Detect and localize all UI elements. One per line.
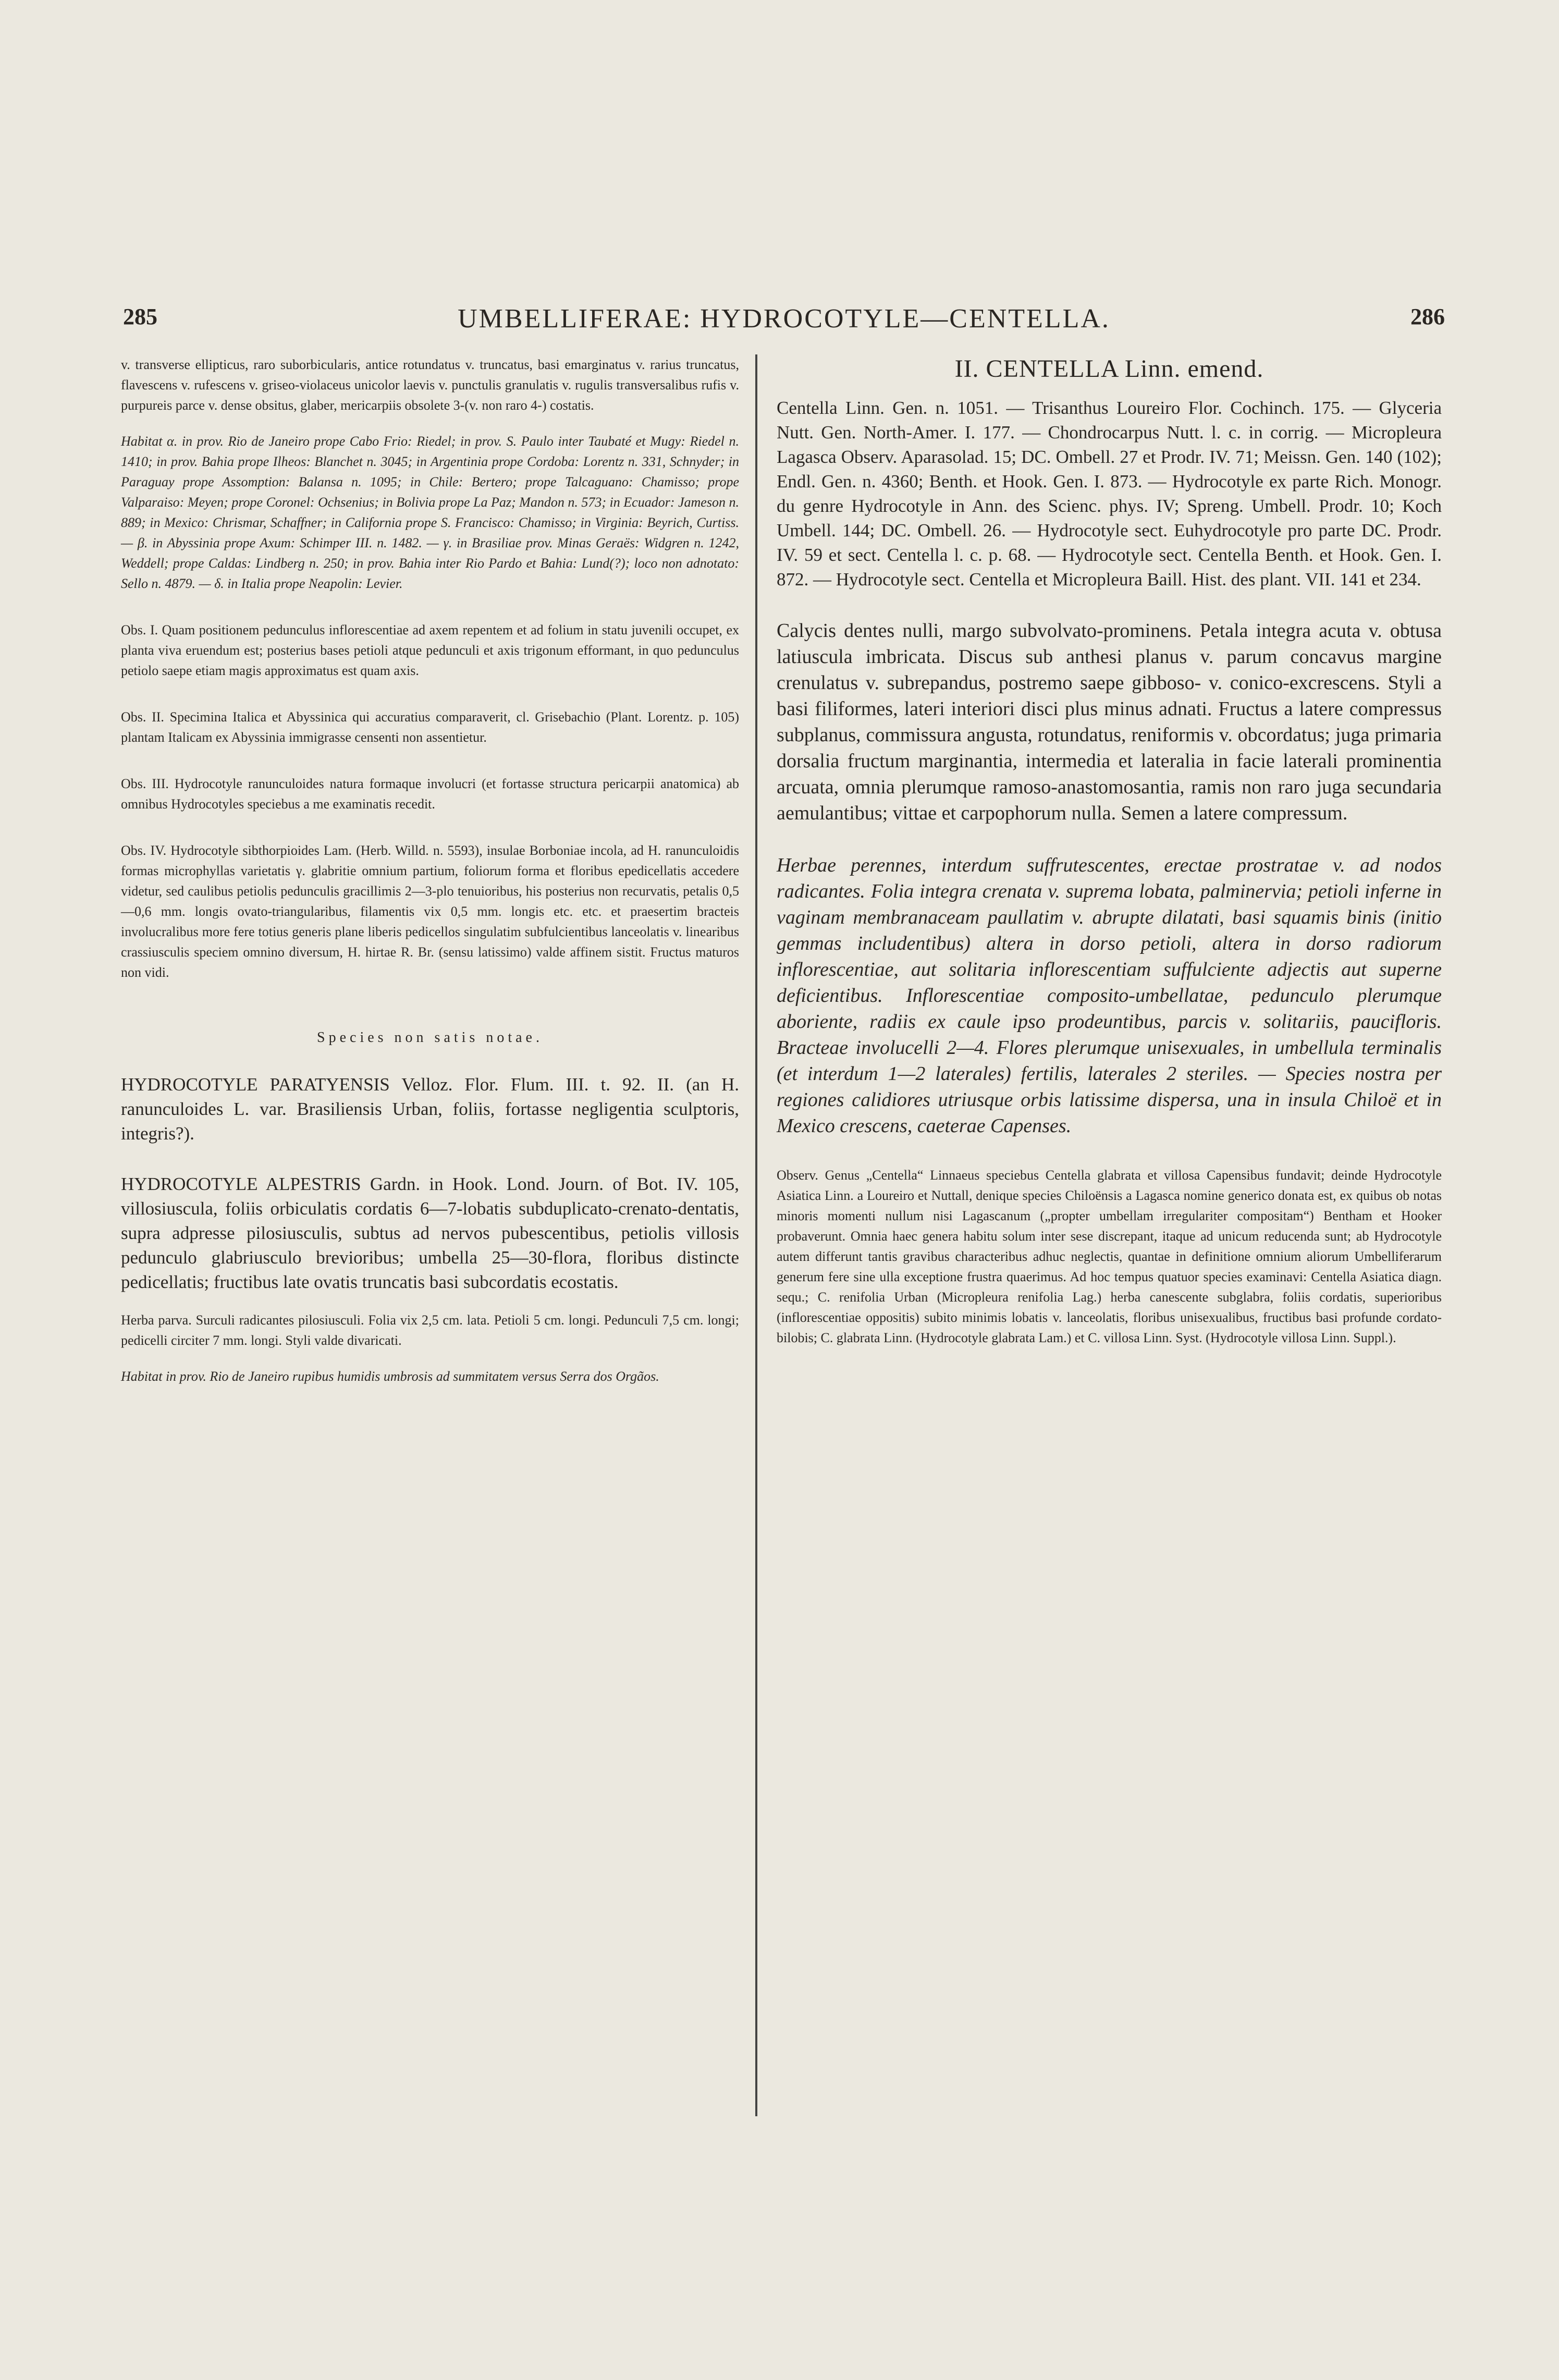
observation-3: Obs. III. Hydrocotyle ranunculoides natura formaque involucri (et fortasse structura pericarpii anatomica) ab omnibus Hydrocotyles speciebus a me examinatis recedit. [121, 776, 739, 812]
herbae-description: Herbae perennes, interdum suffrutescentes, erectae prostratae v. ad nodos radicantes. Folia integra crenata v. suprema lobata, palminervia; petioli inferne in vaginam membranaceam paullatim v. abrupte dilatati, basi squamis binis (initio gemmas includentibus) altera in dorso petioli, altera in dorso radiorum inflorescentiae, aut solitaria inflorescentiam suffulciente adjectis aut superne deficientibus. Inflorescentiae composito-umbellatae, pedunculo plerumque aboriente, radiis ex caule ipso prodeuntibus, parcis v. solitariis, paucifloris. Bracteae involucelli 2—4. Flores plerumque unisexuales, in umbellula terminalis (et interdum 1—2 laterales) fertilis, laterales 2 steriles. — Species nostra per regiones calidiores utriusque orbis latissime dispersa, una in insula Chiloë et in Mexico crescens, caeterae Capenses. [777, 854, 1442, 1137]
observation-note: Observ. Genus „Centella“ Linnaeus speciebus Centella glabrata et villosa Capensibus fundavit; deinde Hydrocotyle Asiatica Linn. a Loureiro et Nuttall, denique species Chiloënsis a Lagasca nomine generico donata est, ex quibus ob notas minoris momenti nullum nisi Lagascanum („propter umbellam irregulariter compositam“) Bentham et Hooker probaverunt. Omnia haec genera habitu solum inter sese discrepant, itaque ad unicum reducenda sunt; ab Hydrocotyle autem differunt tantis gravibus characteribus adhuc neglectis, quantae in definitione omnium aliorum Umbelliferarum generum fere sine ulla exceptione frustra quaerimus. Ad hoc tempus quatuor species examinavi: Centella Asiatica diagn. sequ.; C. renifolia Urban (Micropleura renifolia Lag.) herba canescente subglabra, foliis cordatis, superioribus (inflorescentiae oppositis) subito minimis lobatis v. lanceolatis, floribus unisexualibus, fructibus basi profunde cordato-bilobis; C. glabrata Linn. (Hydrocotyle glabrata Lam.) et C. villosa Linn. Syst. (Hydrocotyle villosa Linn. Suppl.). [777, 1168, 1442, 1345]
observation-4: Obs. IV. Hydrocotyle sibthorpioides Lam. (Herb. Willd. n. 5593), insulae Borboniae incola, ad H. ranunculoidis formas microphyllas varietatis γ. glabritie omnium partium, foliorum forma et floribus epedicellatis accedere videtur, sed caulibus petiolis pedunculis gracillimis 2—3-plo tenuioribus, his posterius non recurvatis, petalis 0,5—0,6 mm. longis ovato-triangularibus, filamentis vix 0,5 mm. longis etc. etc. et praesertim bracteis involucralibus more fere totius generis plane liberis pedicellos singulatim subfulcientibus lanceolatis v. linearibus crassiusculis speciem omnino diversum, H. hirtae R. Br. (sensu latissimo) valde affinem sistit. Fructus maturos non vidi. [121, 843, 739, 980]
observation-2: Obs. II. Specimina Italica et Abyssinica qui accuratius comparaverit, cl. Grisebachio (Plant. Lorentz. p. 105) plantam Italicam ex Abyssinia immigrasse censenti non assentietur. [121, 709, 739, 745]
running-header [123, 303, 1445, 341]
species-alpestris: HYDROCOTYLE ALPESTRIS Gardn. in Hook. Lond. Journ. of Bot. IV. 105, villosiuscula, foliis orbiculatis cordatis 6—7-lobatis subduplicato-crenato-dentatis, supra adpresse pilosiusculis, subtus ad nervos pubescentibus, petiolis villosis pedunculo glabriusculo brevioribus; umbella 25—30-flora, floribus distincte pedicellatis; fructibus late ovatis truncatis basi subcordatis ecostatis. [121, 1174, 739, 1292]
species-heading: Species non satis notae. [317, 1029, 543, 1046]
synonymy-paragraph: Centella Linn. Gen. n. 1051. — Trisanthus Loureiro Flor. Cochinch. 175. — Glyceria Nutt. Gen. North-Amer. I. 177. — Chondrocarpus Nutt. l. c. in corrig. — Micropleura Lagasca Observ. Aparasolad. 15; DC. Ombell. 27 et Prodr. IV. 71; Meissn. Gen. 140 (102); Endl. Gen. n. 4360; Benth. et Hook. Gen. I. 873. — Hydrocotyle ex parte Rich. Monogr. du genre Hydrocotyle in Ann. des Scienc. phys. IV; Spreng. Umbell. Prodr. 10; Koch Umbell. 144; DC. Ombell. 26. — Hydrocotyle sect. Euhydrocotyle pro parte DC. Prodr. IV. 59 et sect. Centella l. c. p. 68. — Hydrocotyle sect. Centella Benth. et Hook. Gen. I. 872. — Hydrocotyle sect. Centella et Micropleura Baill. Hist. des plant. VII. 141 et 234. [777, 398, 1442, 590]
left-column [121, 354, 739, 1387]
habitat-paragraph: Habitat α. in prov. Rio de Janeiro prope Cabo Frio: Riedel; in prov. S. Paulo inter Taubaté et Mugy: Riedel n. 1410; in prov. Bahia prope Ilheos: Blanchet n. 3045; in Argentinia prope Cordoba: Lorentz n. 331, Schnyder; in Paraguay prope Assomption: Balansa n. 1095; in Chile: Bertero; prope Talcaguano: Chamisso; prope Valparaiso: Meyen; prope Coronel: Ochsenius; in Bolivia prope La Paz; Mandon n. 573; in Ecuador: Jameson n. 889; in Mexico: Chrismar, Schaffner; in California prope S. Francisco: Chamisso; in Virginia: Beyrich, Curtiss. — β. in Abyssinia prope Axum: Schimper III. n. 1482. — γ. in Brasiliae prov. Minas Geraës: Widgren n. 1242, Weddell; prope Caldas: Lindberg n. 250; in prov. Bahia inter Rio Pardo et Bahia: Lund(?); loco non adnotato: Sello n. 4879. — δ. in Italia prope Neapolin: Levier. [121, 434, 739, 591]
habitat-alpestris: Habitat in prov. Rio de Janeiro rupibus humidis umbrosis ad summitatem versus Serra dos Orgãos. [121, 1369, 659, 1384]
genus-description: Calycis dentes nulli, margo subvolvato-prominens. Petala integra acuta v. obtusa latiuscula imbricata. Discus sub anthesi planus v. parum concavus margine crenulatus v. subrepandus, postremo saepe gibboso- v. conico-excrescens. Styli a basi filiformes, lateri interiori disci plus minus adnati. Fructus a latere compressus subplanus, commissura angusta, rotundatus, reniformis v. obcordatus; juga primaria dorsalia fructum marginantia, intermedia et lateralia in facie laterali prominentia arcuata, omnia plerumque ramoso-anastomosantia, ramis non raro juga secundaria aemulantibus; vittae et carpophorum nulla. Semen a latere compressum. [777, 620, 1442, 824]
observation-1: Obs. I. Quam positionem pedunculus inflorescentiae ad axem repentem et ad folium in statu juvenili occupet, ex planta viva eruendum est; posterius bases petioli atque pedunculi et axis trigonum efformant, in quo pedunculus petiolo saepe etiam magis approximatus est quam axis. [121, 622, 739, 678]
page-number-right: 286 [1410, 304, 1445, 329]
section-title: II. CENTELLA Linn. emend. [954, 355, 1264, 383]
page-number-left: 285 [123, 304, 157, 329]
herba-description: Herba parva. Surculi radicantes pilosiusculi. Folia vix 2,5 cm. lata. Petioli 5 cm. longi. Pedunculi 7,5 cm. longi; pedicelli circiter 7 mm. longi. Styli valde divaricati. [121, 1312, 739, 1348]
column-divider [755, 354, 757, 2116]
running-title: UMBELLIFERAE: HYDROCOTYLE—CENTELLA. [458, 304, 1110, 334]
species-paratyensis: HYDROCOTYLE PARATYENSIS Velloz. Flor. Flum. III. t. 92. II. (an H. ranunculoides L. var. Brasiliensis Urban, foliis, fortasse negligentia sculptoris, integris?). [121, 1074, 739, 1144]
fruit-description: v. transverse ellipticus, raro suborbicularis, antice rotundatus v. truncatus, basi emarginatus v. rarius truncatus, flavescens v. rufescens v. griseo-violaceus unicolor laevis v. punctulis granulatis v. rugulis transversalibus rufis v. purpureis parce v. dense obsitus, glaber, mericarpiis obsolete 3-(v. non raro 4-) costatis. [121, 357, 739, 413]
right-column [777, 354, 1442, 1348]
